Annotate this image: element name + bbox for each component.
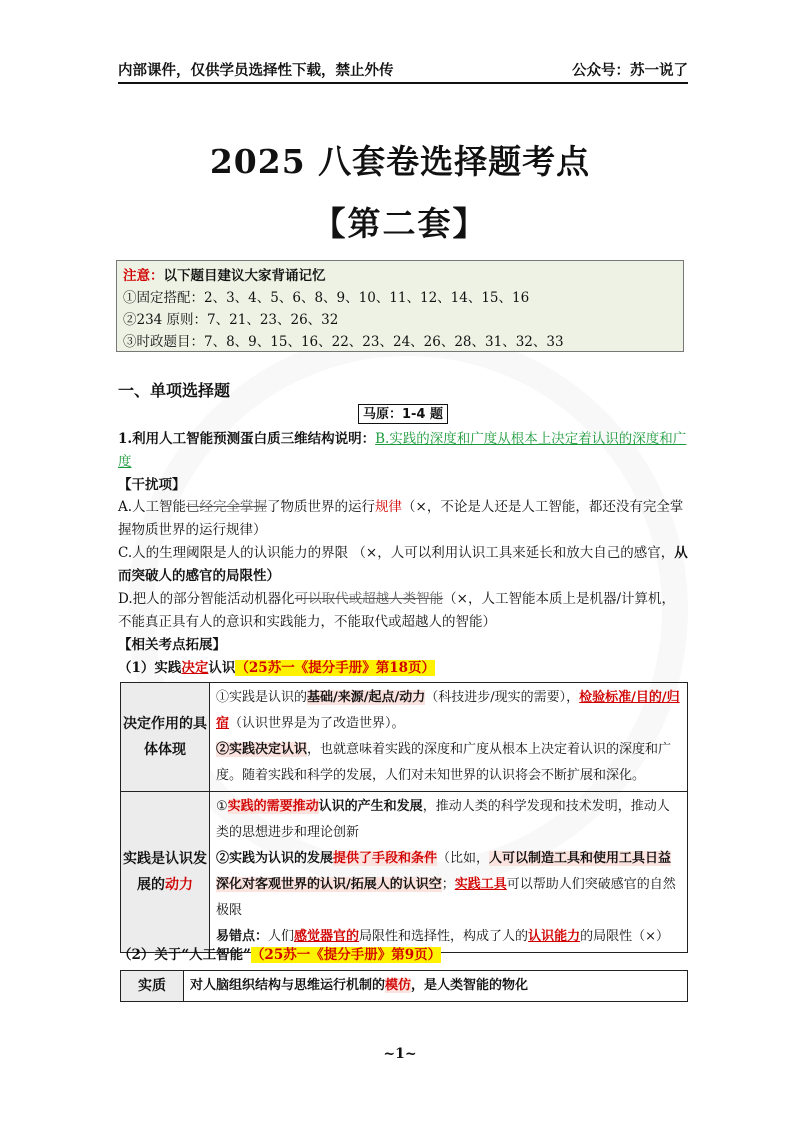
content-line bbox=[216, 737, 681, 789]
question-1-stem bbox=[118, 428, 688, 474]
header-right-text: 公众号：苏一说了 bbox=[572, 62, 688, 79]
header-left-text: 内部课件，仅供学员选择性下载，禁止外传 bbox=[118, 62, 394, 79]
page-title: 2025 八套卷选择题考点 bbox=[209, 142, 591, 181]
table-row bbox=[121, 683, 688, 792]
option-d-strike: 可以取代或超越人类智能 bbox=[294, 591, 444, 607]
notice-line: ②234 原则：7、21、23、26、32 bbox=[123, 312, 339, 328]
subheading-2 bbox=[118, 944, 688, 967]
text: （认识世界是为了改造世界）。 bbox=[229, 716, 405, 731]
extension-title: 【相关考点拓展】 bbox=[118, 637, 226, 653]
text: ，推动人类的科学发现和技术发明，推动人类的思想进步和理论创新 bbox=[216, 799, 670, 840]
notice-line: ③时政题目：7、8、9、15、16、22、23、24、26、28、31、32、33 bbox=[123, 334, 564, 350]
red-text: 实践的需要推动 bbox=[227, 799, 319, 814]
knowledge-table-1 bbox=[120, 682, 688, 953]
text: 可以帮助人们突破感官的自然极限 bbox=[216, 877, 676, 918]
red-text: 检验标准/目的/归宿 bbox=[216, 690, 680, 731]
bold-text: 认识的产生和发展 bbox=[318, 799, 423, 814]
table-row bbox=[121, 792, 688, 953]
text: 人们 bbox=[268, 929, 295, 944]
text: 对人脑组织结构与思维运行机制的 bbox=[190, 978, 386, 993]
content-line bbox=[216, 685, 681, 737]
red-text: 认识能力 bbox=[528, 929, 581, 944]
sub2-pre: （2）关于“人工智能” bbox=[118, 947, 251, 963]
text: 的局限性（×） bbox=[580, 929, 669, 944]
question-1-answer: B.实践的深度和广度从根本上决定着认识的深度和广度 bbox=[118, 431, 687, 470]
notice-line: ①固定搭配：2、3、4、5、6、8、9、10、11、12、14、15、16 bbox=[123, 290, 530, 306]
red-text: 感觉器官的 bbox=[294, 929, 360, 944]
option-c bbox=[118, 542, 688, 588]
option-a-strike: 已经完全掌握 bbox=[186, 499, 268, 515]
sub1-reference: （25苏一《提分手册》第18页） bbox=[235, 660, 435, 676]
page-subtitle: 【第二套】 bbox=[312, 204, 488, 243]
option-a-mid: 了物质世界的运行 bbox=[267, 499, 376, 515]
option-c-bold: 从而突破人的感官的局限性） bbox=[118, 545, 688, 584]
notice-label: 注意： bbox=[123, 268, 164, 284]
text: ，也就意味着实践的深度和广度从根本上决定着认识的深度和广度。随着实践和科学的发展，人们对未知世界的认识将会不断扩展和深化。 bbox=[216, 742, 672, 783]
option-d-pre: D.把人的部分智能活动机器化 bbox=[118, 591, 295, 607]
sub1-red: 决定 bbox=[181, 660, 209, 676]
text: （比如， bbox=[437, 851, 490, 866]
row-label bbox=[121, 792, 210, 953]
text: ① bbox=[216, 799, 228, 814]
option-a bbox=[118, 496, 688, 542]
distractor-title: 【干扰项】 bbox=[118, 477, 186, 493]
question-1-text: 1.利用人工智能预测蛋白质三维结构说明： bbox=[118, 431, 376, 447]
label-text: 实践是认识发展的 bbox=[123, 851, 207, 893]
option-a-post: （×，不论是人还是人工智能，都还没有完全掌握物质世界的运行规律） bbox=[118, 499, 684, 538]
row-content bbox=[210, 683, 688, 792]
row-content bbox=[184, 971, 688, 1002]
row-label: 决定作用的具体体现 bbox=[121, 683, 210, 792]
label-red: 动力 bbox=[165, 877, 193, 893]
option-d bbox=[118, 588, 688, 634]
content-line bbox=[216, 846, 681, 924]
text: （科技进步/现实的需要）， bbox=[425, 690, 580, 705]
table-row bbox=[121, 971, 688, 1002]
page-number: ~1~ bbox=[383, 1046, 417, 1062]
bold-text: ②实践决定认识 bbox=[216, 742, 308, 757]
bold-text: 人可以制造工具和使用工具日益深化对客观世界的认识/拓展人的认识空 bbox=[216, 851, 672, 892]
notice-heading: 以下题目建议大家背诵记忆 bbox=[163, 268, 326, 284]
text: 局限性和选择性，构成了人的 bbox=[359, 929, 529, 944]
subheading-1 bbox=[118, 657, 688, 680]
content-line bbox=[216, 794, 681, 846]
row-content bbox=[210, 792, 688, 953]
bold-text: 基础/来源/起点/动力 bbox=[307, 690, 426, 705]
sub1-pre: （1）实践 bbox=[118, 660, 182, 676]
sub1-post: 认识 bbox=[208, 660, 236, 676]
bold-text: ②实践为认识的发展 bbox=[216, 851, 334, 866]
option-a-red: 规律 bbox=[375, 499, 403, 515]
knowledge-table-2 bbox=[120, 970, 688, 1002]
section-title: 一、单项选择题 bbox=[118, 381, 231, 400]
option-a-pre: A.人工智能 bbox=[118, 499, 187, 515]
row-label: 实质 bbox=[121, 971, 184, 1002]
option-d-post: （×，人工智能本质上是机器/计算机，不能真正具有人的意识和实践能力，不能取代或超越人的智能） bbox=[118, 591, 675, 630]
notice-box bbox=[116, 260, 684, 352]
red-text: 模仿 bbox=[385, 978, 412, 993]
text: ； bbox=[441, 877, 455, 892]
red-text: 实践工具 bbox=[454, 877, 507, 892]
text: ①实践是认识的 bbox=[216, 690, 308, 705]
text: ，是人类智能的物化 bbox=[411, 978, 529, 993]
page-header bbox=[118, 56, 688, 84]
sub2-reference: （25苏一《提分手册》第9页） bbox=[250, 947, 442, 963]
option-c-text: C.人的生理阈限是人的认识能力的界限 （×，人可以利用认识工具来延长和放大自己的感官， bbox=[118, 545, 675, 561]
bold-text: 易错点： bbox=[216, 929, 269, 944]
topic-tag: 马原：1-4 题 bbox=[358, 404, 448, 424]
red-text: 提供了手段和条件 bbox=[333, 851, 438, 866]
